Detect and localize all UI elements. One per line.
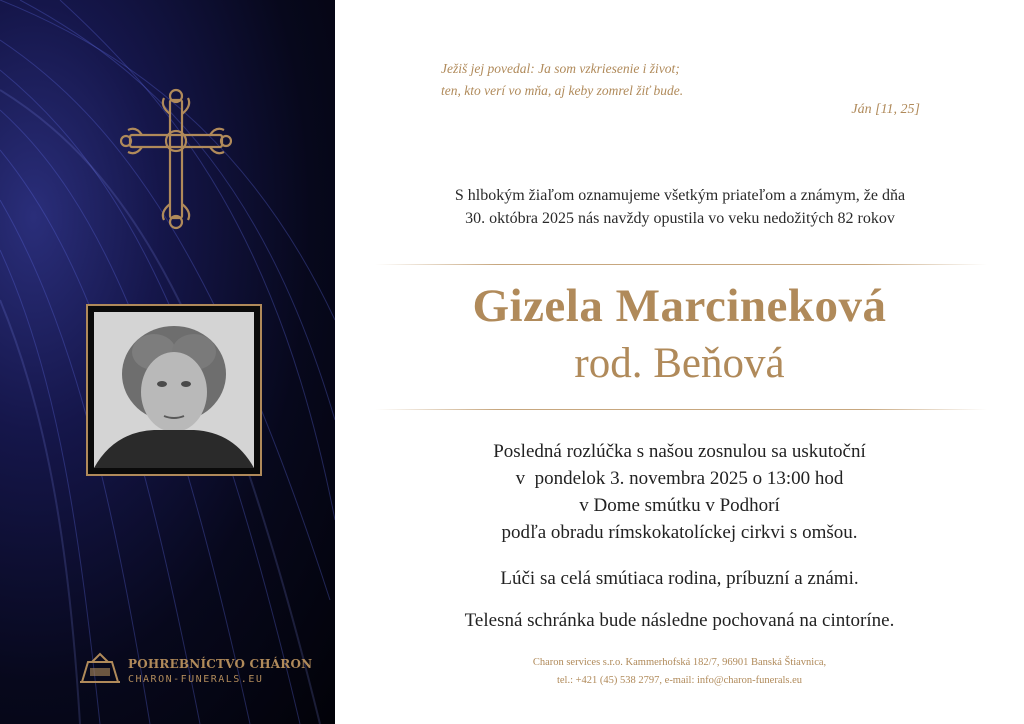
top-divider — [375, 264, 987, 265]
deceased-name: Gizela Marcineková — [472, 280, 887, 332]
logo-emblem-icon — [78, 652, 122, 690]
maiden-name: rod. Beňová — [574, 340, 785, 387]
portrait-frame — [86, 304, 262, 476]
company-name: POHREBNÍCTVO CHÁRON — [128, 657, 313, 671]
contact-line-2: tel.: +421 (45) 538 2797, e-mail: info@charon-funerals.eu — [556, 675, 803, 686]
funeral-home-logo — [78, 652, 313, 692]
verse-reference: Ján [11, 25] — [851, 102, 920, 117]
ceremony-line-2: v pondelok 3. novembra 2025 o 13:00 hod — [515, 468, 844, 489]
bible-verse — [441, 58, 683, 102]
burial-note: Telesná schránka bude následne pochovaná na cintoríne. — [464, 610, 895, 631]
contact-line-1: Charon services s.r.o. Kammerhofská 182/7, 96901 Banská Štiavnica, — [532, 657, 827, 668]
announcement-line-1: S hlbokým žiaľom oznamujeme všetkým priateľom a známym, že dňa — [454, 187, 906, 204]
verse-line-1: Ježiš jej povedal: Ja som vzkriesenie i život; — [441, 61, 680, 76]
portrait-photo — [94, 312, 254, 468]
cross-icon — [120, 86, 232, 231]
announcement-line-2: 30. októbra 2025 nás navždy opustila vo veku nedožitých 82 rokov — [465, 210, 895, 227]
company-website: CHARON-FUNERALS.EU — [128, 674, 264, 685]
ceremony-line-1: Posledná rozlúčka s našou zosnulou sa uskutoční — [493, 441, 866, 462]
announcement-text — [365, 184, 995, 230]
family-farewell: Lúči sa celá smútiaca rodina, príbuzní a známi. — [500, 568, 859, 589]
ceremony-line-4: podľa obradu rímskokatolíckej cirkvi s omšou. — [501, 522, 858, 543]
ceremony-details — [335, 438, 1024, 546]
notice-content — [335, 0, 1024, 724]
verse-line-2: ten, kto verí vo mňa, aj keby zomrel žiť bude. — [441, 83, 684, 98]
bottom-divider — [375, 409, 987, 410]
ceremony-line-3: v Dome smútku v Podhorí — [579, 495, 780, 516]
contact-info — [335, 654, 1024, 690]
decorative-side-panel — [0, 0, 335, 724]
